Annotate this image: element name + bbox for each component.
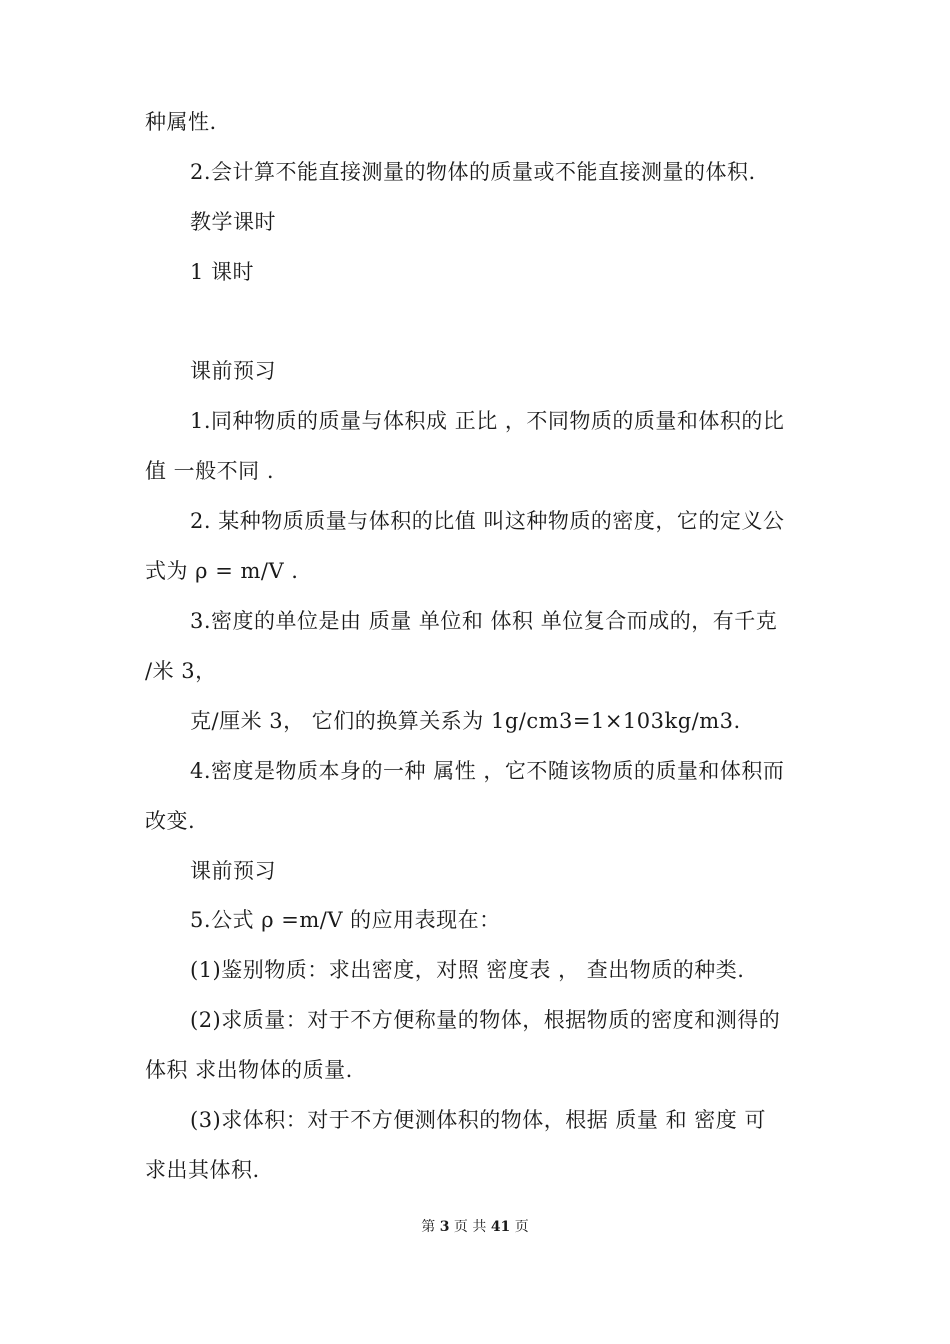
footer-page-number: 3 xyxy=(439,1219,450,1235)
text-line: 种属性. xyxy=(145,110,217,134)
section-heading: 课前预习 xyxy=(190,859,276,883)
footer-suffix: 页 xyxy=(514,1219,529,1235)
text-line: 5.公式 ρ =m/V 的应用表现在： xyxy=(190,908,501,932)
footer-middle: 页 共 xyxy=(453,1219,487,1235)
text-line: 体积 求出物体的质量. xyxy=(145,1058,353,1082)
section-heading: 教学课时 xyxy=(190,210,276,234)
footer-prefix: 第 xyxy=(421,1219,436,1235)
text-line: 3.密度的单位是由 质量 单位和 体积 单位复合而成的，有千克 xyxy=(190,609,778,633)
text-line: 1 课时 xyxy=(190,260,255,284)
text-line: 值 一般不同 . xyxy=(145,459,275,483)
text-line: 4.密度是物质本身的一种 属性 ，它不随该物质的质量和体积而 xyxy=(190,759,785,783)
text-line: 克/厘米 3， 它们的换算关系为 1g/cm3=1×103kg/m3. xyxy=(190,709,741,733)
text-line: 1.同种物质的质量与体积成 正比 ，不同物质的质量和体积的比 xyxy=(190,409,785,433)
text-line: 2.会计算不能直接测量的物体的质量或不能直接测量的体积. xyxy=(190,160,756,184)
text-line: 式为 ρ = m/V . xyxy=(145,559,299,583)
text-line: (3)求体积：对于不方便测体积的物体，根据 质量 和 密度 可 xyxy=(190,1108,766,1132)
text-line: (2)求质量：对于不方便称量的物体，根据物质的密度和测得的 xyxy=(190,1008,781,1032)
section-heading: 课前预习 xyxy=(190,359,276,383)
text-line: /米 3， xyxy=(145,659,217,683)
text-line: (1)鉴别物质：求出密度，对照 密度表 ， 查出物质的种类. xyxy=(190,958,745,982)
text-line: 改变. xyxy=(145,809,196,833)
footer-total-pages: 41 xyxy=(490,1219,511,1235)
text-line: 求出其体积. xyxy=(145,1158,260,1182)
text-line: 2. 某种物质质量与体积的比值 叫这种物质的密度，它的定义公 xyxy=(190,509,785,533)
page-footer xyxy=(0,1218,950,1236)
